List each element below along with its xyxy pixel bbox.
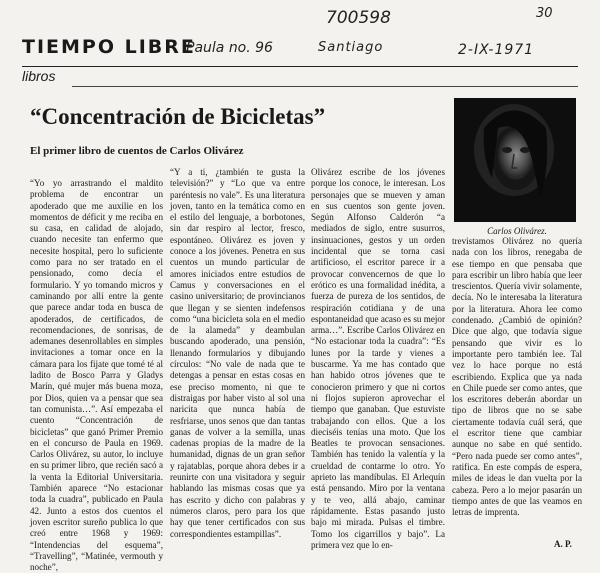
author-initials: A. P. xyxy=(554,539,572,549)
archive-number: 700598 xyxy=(326,8,391,28)
author-portrait-image xyxy=(454,98,576,222)
photo-caption: Carlos Olivárez. xyxy=(487,226,547,236)
section-rule xyxy=(72,86,578,87)
article-column-3: Olivárez escribe de los jóvenes porque los conoce, le interesan. Los personajes que se mueven y aman en sus cuentos son gente joven. Según Alfonso Calderón “a mediados de siglo, entre susurros, insinuaciones, gestos y un orden incidental que se torna casi artificioso, el escritor parece ir a provocar convencernos de que lo erótico es una formalidad inédita, a fuerza de pureza de los sentidos, de respiración cotidiana y de una espontaneidad que acaso es su mejor arma…”. Escribe Carlos Olivárez en “No estacionar toda la cuadra”: “Es lunes por la tarde y vienes a buscarme. Ya me has contado que han habido otros jóvenes que te conocieron primero y que ni cortos ni flojos supieron aprovechar el tiempo que ganaban. Que estuviste trabajando con ellos. Que a los dieciséis tenías una moto. Que los Beatles te provocan sensaciones. También has tenido la valentía y la crueldad de contarme lo otro. Yo aprieto las mandíbulas. El Arlequín está pensando. Miro por la ventana y te veo, allá abajo, caminar rápidamente. Estas pasando justo bajo mi mirada. Pulsas el timbre. Tomo los cigarrillos y bajo”. La primera vez que lo en- xyxy=(311,167,445,550)
article-column-4: trevistamos Olivárez no quería nada con los libros, renegaba de ese tiempo en que pensaba que para escribir un libro había que leer trescientos. Quería vivir solamente, decía. No le interesaba la literatura por la literatura. Ahora lee como condenado. ¿Cambió de opinión? Dice que algo, que todavía sigue pensando que vivir es lo importante pero también lee. Tal vez lo hace porque no está escribiendo. Explica que ya nada en Chile puede ser como antes, que los escritores deberán abordar un tipo de libros que no se sabe ciertamente todavía cuál será, que el escritor tiene que cambiar aunque no sabe en qué sentido. “Pero nada puede ser como antes”, ratifica. En este compás de espera, miles de ideas le dan vuelta por la cabeza. Pero a lo mejor pasarán un tiempo antes de que las veamos en letras de imprenta. xyxy=(452,236,582,518)
article-column-1: “Yo yo arrastrando el maldito problema de encontrar un apoderado que me auxilie en los momentos de déficit y me reciba en su casa, en calidad de alojado, cuando necesite tan enfermo que necesite hospital, pero lo suficiente como para no ser tratado en el pensionado, como decía el formulario. Y yo tomando micros y caminando por allí entre la gente que parece andar toda en busca de apoderados, de certificados, de recomendaciones, de sonrisas, de ademanes desenrollables en simples invitaciones a tomar once en la cámara para los fijate que tomé té al ladito de Bosco Parra y Gladys Marín, qué mujer más buena moza, por Dios, quien va a pensar que sea tan comunista…”. Así empezaba el cuento “Concentración de bicicletas” que ganó Primer Premio en el concurso de Paula en 1969. Carlos Olivárez, su autor, lo incluye en su primer libro, que recién sacó a la venta la Editorial Universitaria. También aparece “No estacionar toda la cuadra”, publicado en Paula 42. Junto a estos dos cuentos el joven escritor sureño publica lo que creó entre 1968 y 1969: “Intendencias del esquema”, “Travelling”, “Matinée, vermouth y noche”, xyxy=(30,178,163,573)
article-column-2: “Y a ti, ¿también te gusta la televisión?” y “Lo que va entre paréntesis no vale”. Es una literatura joven, tanto en la temática como en el estilo del lenguaje, a borbotones, sin dar respiro al lector, fresco, espontáneo. Olivárez es joven y conoce a los jóvenes. Penetra en sus cuentos un mundo particular de amores iniciados entre estudios de Camus y conversaciones en el casino universitario; de provincianos que llegan y se sienten indefensos como “una bicicleta sola en el medio de la alameda” y deambulan buscando apoderado, una pensión, llenando formularios y dibujando círculos: “No vale de nada que te detengas a pensar en estas cosas en ese preciso momento, ni que te distraigas por haber visto al sol una naricita que nunca había de resfriarse, unos senos que dan tantas ganas de volver a la semilla, unas cadenas propias de la madre de la humanidad, dignas de un gran señor y rajatablas, porque ahora debes ir a reunirte con una visitadora y seguir hablando las mismas cosas que ya has escrito y dicho con palabras y números claros, pero para los que hay que tener certificados con sus correspondientes estampillas”. xyxy=(170,167,305,539)
masthead-rule xyxy=(22,66,578,67)
masthead: TIEMPO LIBRE xyxy=(22,36,196,58)
section-label: libros xyxy=(22,68,56,84)
date-note: 2-IX-1971 xyxy=(458,42,535,58)
publication-note: Paula no. 96 xyxy=(186,40,273,56)
page-number: 30 xyxy=(536,6,553,21)
article-title: “Concentración de Bicicletas” xyxy=(30,104,326,129)
article-subtitle: El primer libro de cuentos de Carlos Olivárez xyxy=(30,145,244,157)
city-note: Santiago xyxy=(318,40,384,55)
author-photo xyxy=(454,98,576,222)
